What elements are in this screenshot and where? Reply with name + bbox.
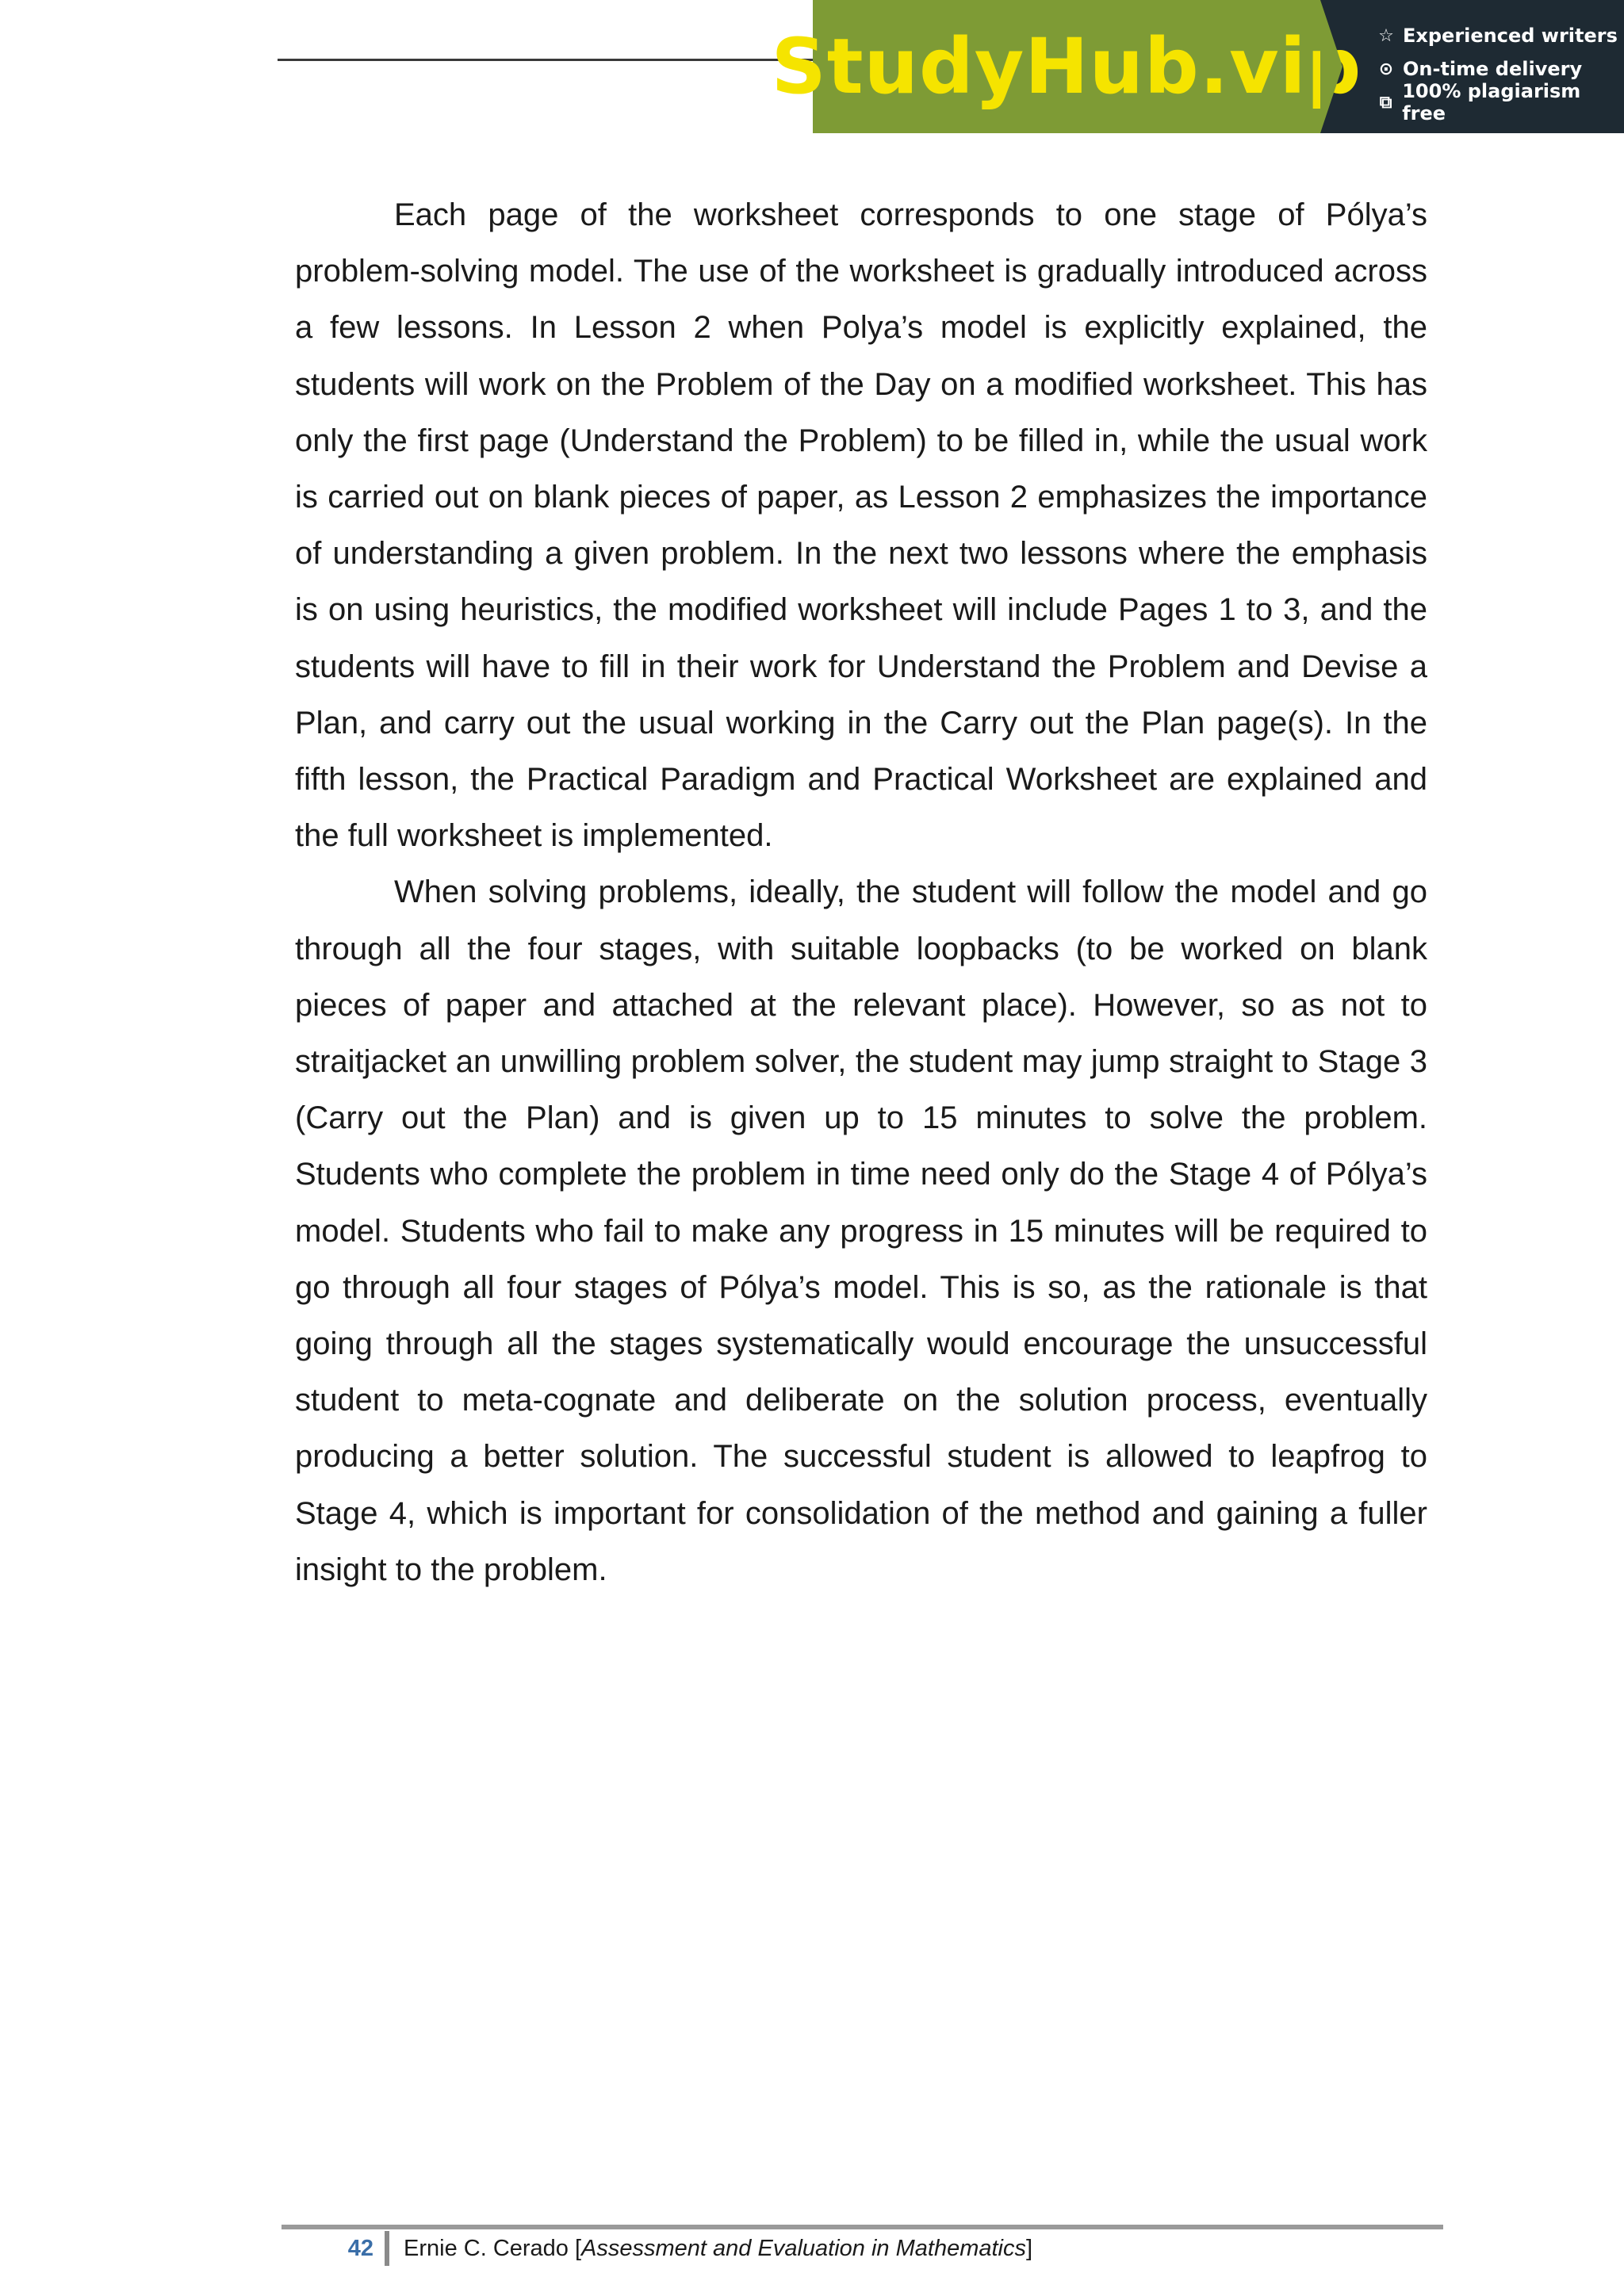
page-footer (282, 2231, 1032, 2266)
footer-author: Ernie C. Cerado [ (404, 2235, 582, 2261)
feature-plagiarism-free (1376, 80, 1624, 124)
clock-icon: ⊙ (1378, 59, 1394, 79)
feature-label: On-time delivery (1403, 58, 1583, 80)
studyhub-logo-text: StudyHub.vip (771, 22, 1362, 111)
studyhub-banner[interactable] (771, 0, 1624, 133)
paragraph-worksheet-stages: Each page of the worksheet corresponds to one stage of Pólya’s problem-solving model. The use of the worksheet is gradually introduced across a few lessons. In Lesson 2 when Polya’s model is explicitly explained, the students will work on the Problem of the Day on a modified worksheet. This has only the first page (Understand the Problem) to be filled in, while the usual work is carried out on blank pieces of paper, as Lesson 2 emphasizes the importance of understanding a given problem. In the next two lessons where the emphasis is on using heuristics, the modified worksheet will include Pages 1 to 3, and the students will have to fill in their work for Understand the Problem and Devise a Plan, and carry out the usual working in the Carry out the Plan page(s). In the fifth lesson, the Practical Paradigm and Practical Worksheet are explained and the full worksheet is implemented. (295, 197, 1427, 854)
copy-document-icon: ⧉ (1379, 92, 1392, 113)
document-body (295, 187, 1427, 1598)
footer-rule (282, 2225, 1443, 2229)
footer-close-bracket: ] (1026, 2235, 1033, 2261)
studyhub-logo[interactable] (771, 0, 1362, 133)
star-outline-icon: ☆ (1378, 25, 1394, 46)
page-number: 42 (347, 2235, 373, 2261)
header-rule (278, 59, 817, 61)
footer-citation (404, 2236, 1032, 2262)
feature-experienced-writers (1376, 19, 1624, 52)
banner-features (1320, 0, 1624, 133)
paragraph-solving-problems: When solving problems, ideally, the student will follow the model and go through all the four stages, with suitable loopbacks (to be worked on blank pieces of paper and attached at the relevant place). However, so as not to straitjacket an unwilling problem solver, the student may jump straight to Stage 3 (Carry out the Plan) and is given up to 15 minutes to solve the problem. Students who complete the problem in time need only do the Stage 4 of Pólya’s model. Students who fail to make any progress in 15 minutes will be required to go through all four stages of Pólya’s model. This is so, as the rationale is that going through all the stages systematically would encourage the unsuccessful student to meta-cognate and deliberate on the solution process, eventually producing a better solution. The successful student is allowed to leapfrog to Stage 4, which is important for consolidation of the method and gaining a fuller insight to the problem. (295, 874, 1427, 1587)
footer-separator (385, 2231, 389, 2266)
feature-label: 100% plagiarism free (1402, 80, 1581, 124)
footer-book-title: Assessment and Evaluation in Mathematics (581, 2235, 1026, 2261)
feature-label: Experienced writers (1403, 25, 1618, 47)
